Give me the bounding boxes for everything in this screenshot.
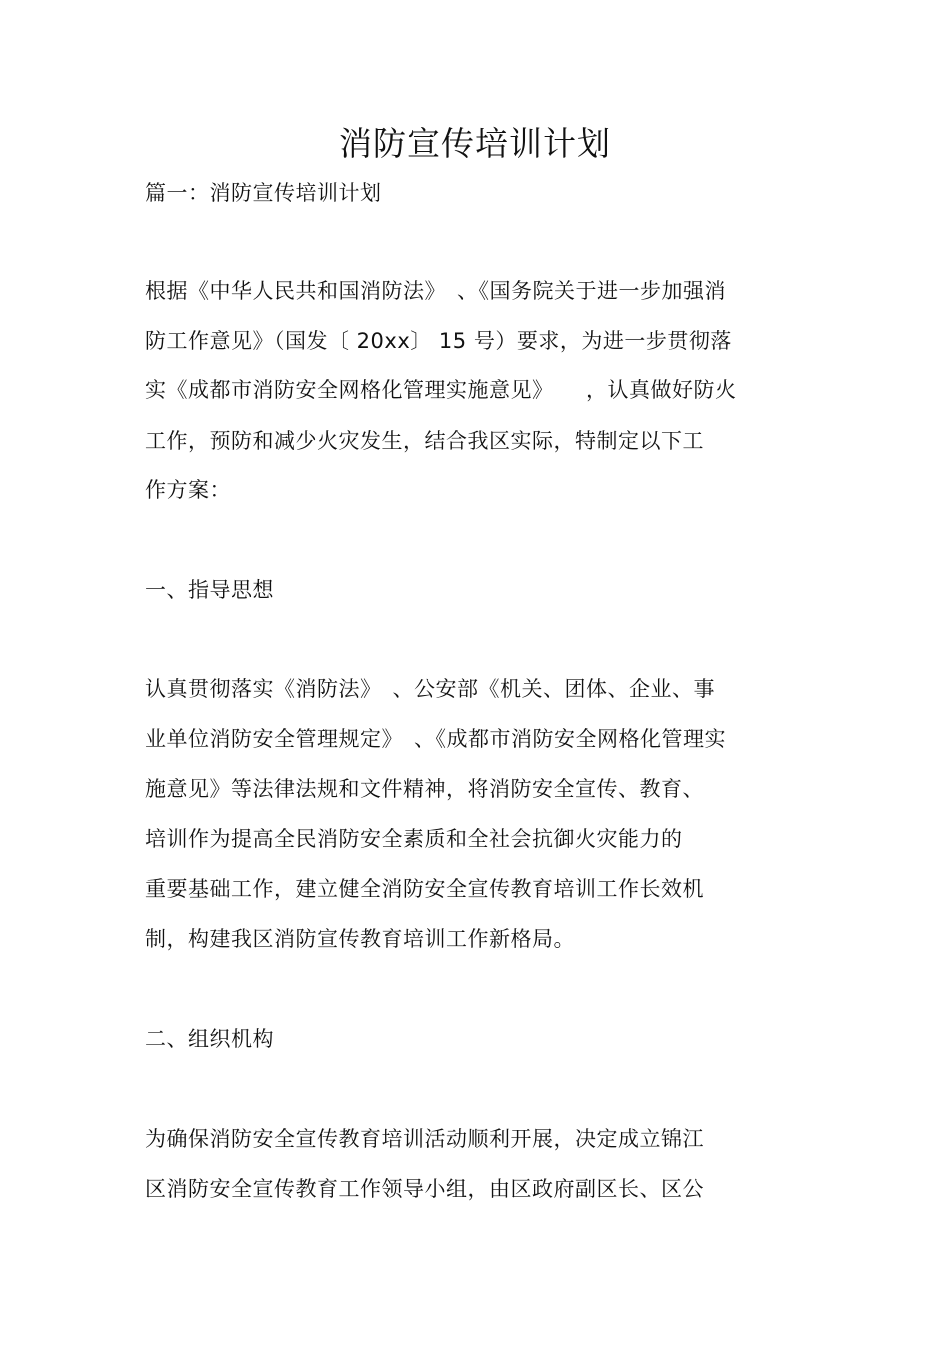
section-heading-guiding-thought: 一、指导思想	[145, 578, 274, 602]
section1-line: 重要基础工作，建立健全消防安全宣传教育培训工作长效机	[145, 877, 704, 901]
section2-line: 为确保消防安全宣传教育培训活动顺利开展，决定成立锦江	[145, 1127, 704, 1151]
section1-line: 培训作为提高全民消防安全素质和全社会抗御火灾能力的	[145, 827, 683, 851]
document-subtitle: 篇一：消防宣传培训计划	[145, 181, 382, 205]
document-title: 消防宣传培训计划	[339, 124, 611, 163]
section1-line: 业单位消防安全管理规定》 、《成都市消防安全网格化管理实	[145, 727, 726, 751]
section2-line: 区消防安全宣传教育工作领导小组，由区政府副区长、区公	[145, 1177, 704, 1201]
intro-line: 工作，预防和减少火灾发生，结合我区实际，特制定以下工	[145, 429, 704, 453]
section-heading-organization: 二、组织机构	[145, 1027, 274, 1051]
intro-line: 实《成都市消防安全网格化管理实施意见》 ，认真做好防火	[145, 378, 737, 402]
section1-line: 制，构建我区消防宣传教育培训工作新格局。	[145, 927, 575, 951]
intro-line: 防工作意见》（国发〔 20xx〕 15 号）要求，为进一步贯彻落	[145, 329, 732, 353]
section1-line: 认真贯彻落实《消防法》 、公安部《机关、团体、企业、事	[145, 677, 715, 701]
section1-line: 施意见》等法律法规和文件精神，将消防安全宣传、教育、	[145, 777, 704, 801]
intro-line: 根据《中华人民共和国消防法》 、《国务院关于进一步加强消	[145, 279, 726, 303]
intro-line: 作方案：	[145, 478, 231, 502]
